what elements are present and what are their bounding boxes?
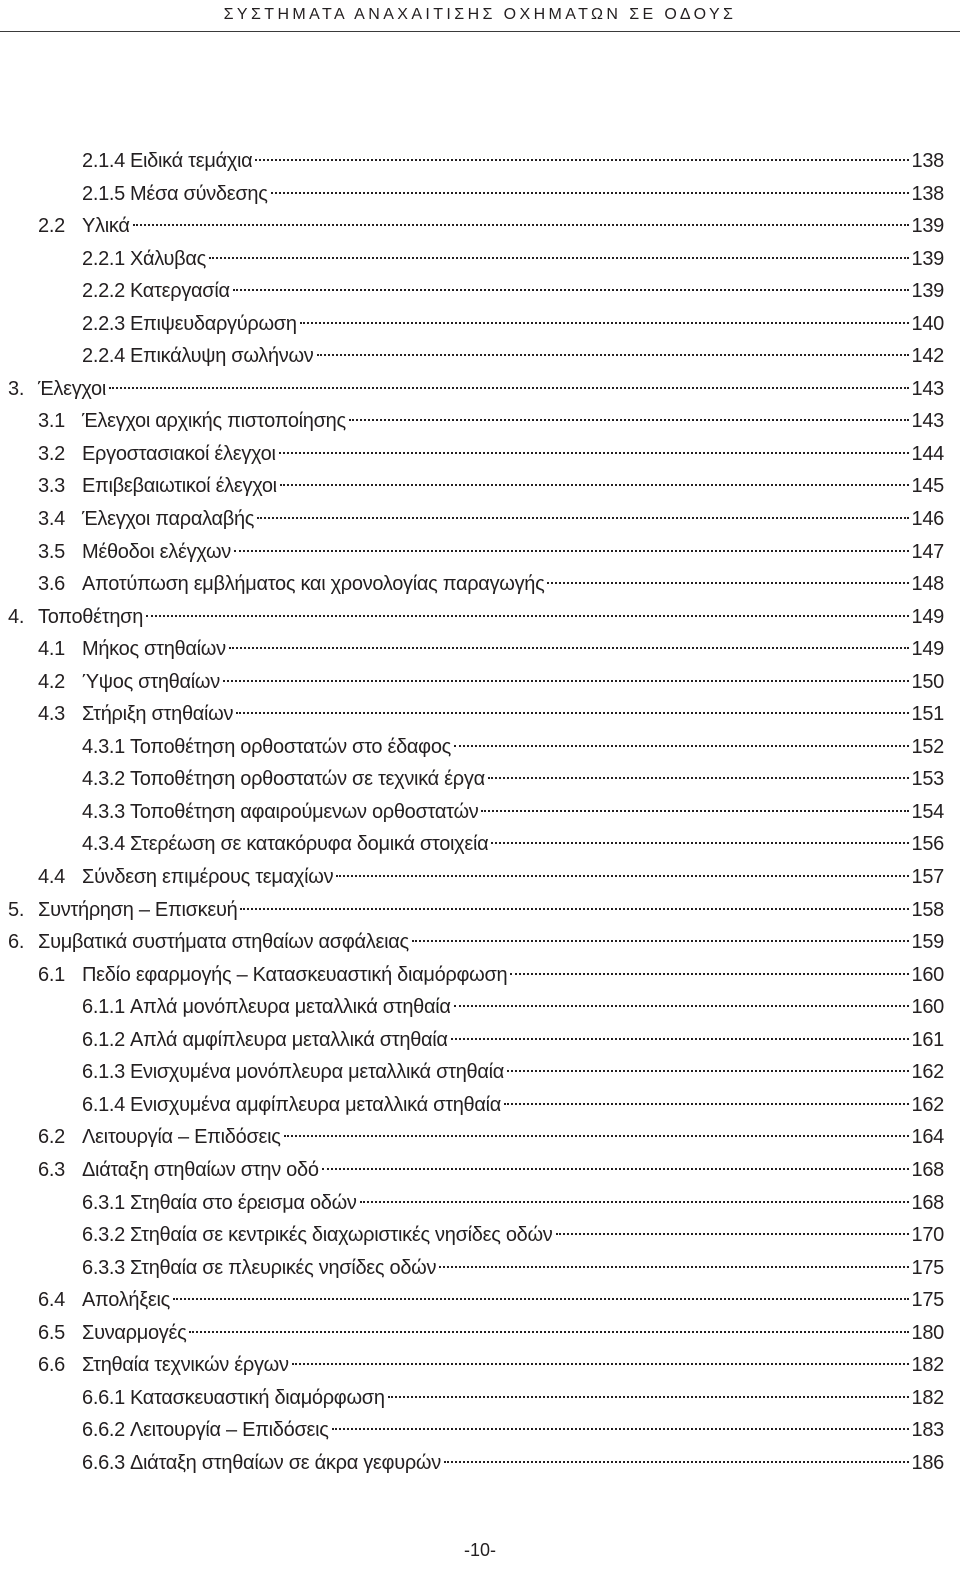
dot-leader	[444, 1461, 909, 1463]
dot-leader	[510, 973, 908, 975]
toc-entry-number: 4.4	[38, 866, 65, 889]
toc-entry-title: Έλεγχοι αρχικής πιστοποίησης	[82, 410, 346, 433]
toc-entry-title: Μέσα σύνδεσης	[129, 182, 268, 205]
toc-entry	[0, 1154, 960, 1187]
toc-entry-title: Χάλυβας	[129, 247, 206, 270]
dot-leader	[349, 419, 909, 421]
toc-entry-page: 152	[911, 735, 944, 758]
toc-entry	[0, 536, 960, 569]
toc-entry	[0, 1219, 960, 1252]
dot-leader	[189, 1331, 908, 1333]
toc-entry-title: Επιψευδαργύρωση	[129, 312, 297, 335]
toc-entry-title: Επικάλυψη σωλήνων	[129, 345, 314, 368]
dot-leader	[146, 615, 908, 617]
toc-entry	[0, 1447, 960, 1480]
dot-leader	[109, 387, 908, 389]
toc-entry-title: Απολήξεις	[82, 1289, 170, 1312]
toc-entry-title: Στερέωση σε κατακόρυφα δομικά στοιχεία	[129, 833, 489, 856]
dot-leader	[279, 452, 909, 454]
toc-entry	[0, 145, 960, 178]
toc-entry-number: 6.1.1	[82, 996, 125, 1019]
toc-entry-title: Μήκος στηθαίων	[82, 638, 226, 661]
toc-entry-page: 140	[911, 312, 944, 335]
toc-entry-title: Διάταξη στηθαίων σε άκρα γεφυρών	[129, 1451, 441, 1474]
dot-leader	[360, 1201, 909, 1203]
toc-entry	[0, 1187, 960, 1220]
toc-entry-page: 182	[911, 1386, 944, 1409]
running-header	[0, 0, 960, 32]
toc-entry-number: 6.6.3	[82, 1451, 125, 1474]
toc-entry-number: 5.	[8, 898, 25, 921]
dot-leader	[454, 1005, 909, 1007]
toc-entry	[0, 633, 960, 666]
toc-entry-title: Απλά μονόπλευρα μεταλλικά στηθαία	[129, 996, 451, 1019]
toc-entry-number: 6.1.2	[82, 1028, 125, 1051]
toc-entry-number: 2.2.3	[82, 312, 125, 335]
toc-entry	[0, 1414, 960, 1447]
toc-entry	[0, 991, 960, 1024]
dot-leader	[271, 192, 909, 194]
toc-entry-number: 3.1	[38, 410, 65, 433]
dot-leader	[209, 257, 909, 259]
dot-leader	[507, 1070, 908, 1072]
toc-entry	[0, 1024, 960, 1057]
dot-leader	[280, 484, 909, 486]
toc-entry-page: 162	[911, 1061, 944, 1084]
toc-entry-page: 183	[911, 1419, 944, 1442]
toc-entry	[0, 796, 960, 829]
dot-leader	[234, 550, 909, 552]
toc-entry	[0, 568, 960, 601]
header-rule	[0, 31, 960, 32]
toc-entry-title: Στήριξη στηθαίων	[82, 703, 234, 726]
toc-entry-title: Υλικά	[82, 215, 130, 238]
toc-entry-page: 138	[911, 150, 944, 172]
toc-entry-page: 168	[911, 1158, 944, 1181]
toc-entry	[0, 861, 960, 894]
toc-entry-page: 156	[911, 833, 944, 856]
toc-entry	[0, 666, 960, 699]
toc-entry-page: 144	[911, 442, 944, 465]
toc-entry-page: 175	[911, 1289, 944, 1312]
toc-entry-number: 3.6	[38, 573, 65, 596]
toc-entry-number: 6.	[8, 931, 25, 954]
toc-entry-number: 6.6.2	[82, 1419, 125, 1442]
toc-entry-number: 3.2	[38, 442, 65, 465]
toc-entry-page: 182	[911, 1354, 944, 1377]
toc-entry-number: 6.1.4	[82, 1093, 125, 1116]
toc-entry-title: Συντήρηση – Επισκευή	[38, 898, 238, 921]
toc-entry-title: Τοποθέτηση	[38, 605, 144, 628]
toc-entry	[0, 308, 960, 341]
toc-entry	[0, 1382, 960, 1415]
dot-leader	[300, 322, 909, 324]
dot-leader	[491, 842, 908, 844]
toc-entry-number: 6.6.1	[82, 1386, 125, 1409]
toc-entry-title: Συναρμογές	[82, 1321, 187, 1344]
dot-leader	[255, 159, 908, 161]
toc-entry-number: 6.3.2	[82, 1224, 125, 1247]
toc-entry-page: 154	[911, 800, 944, 823]
toc-entry-number: 4.3.3	[82, 800, 125, 823]
toc-entry-number: 6.2	[38, 1126, 65, 1149]
toc-entry-page: 139	[911, 215, 944, 238]
running-header-title: ΣΥΣΤΗΜΑΤΑ ΑΝΑΧΑΙΤΙΣΗΣ ΟΧΗΜΑΤΩΝ ΣΕ ΟΔΟΥΣ	[223, 6, 737, 23]
toc-entry-number: 2.1.5	[82, 182, 125, 205]
toc-entry-title: Λειτουργία – Επιδόσεις	[129, 1419, 329, 1442]
toc-entry	[0, 1317, 960, 1350]
toc-entry-title: Αποτύπωση εμβλήματος και χρονολογίας παραγωγής	[82, 573, 545, 596]
toc-entry-page: 143	[911, 410, 944, 433]
toc-entry	[0, 373, 960, 406]
dot-leader	[292, 1363, 909, 1365]
toc-entry	[0, 1284, 960, 1317]
toc-entry	[0, 731, 960, 764]
toc-entry	[0, 828, 960, 861]
toc-entry-page: 139	[911, 280, 944, 303]
toc-entry-number: 2.1.4	[82, 150, 125, 172]
dot-leader	[332, 1428, 909, 1430]
dot-leader	[223, 680, 909, 682]
toc-entry-title: Σύνδεση επιμέρους τεμαχίων	[82, 866, 334, 889]
toc-entry-title: Μέθοδοι ελέγχων	[82, 540, 231, 563]
toc-entry-number: 4.3.1	[82, 735, 125, 758]
toc-entry	[0, 438, 960, 471]
dot-leader	[451, 1038, 909, 1040]
toc-entry-title: Τοποθέτηση ορθοστατών σε τεχνικά έργα	[129, 768, 485, 791]
toc-entry	[0, 178, 960, 211]
toc-entry-page: 147	[911, 540, 944, 563]
toc-entry-page: 161	[911, 1028, 944, 1051]
dot-leader	[229, 647, 909, 649]
toc-entry-page: 170	[911, 1224, 944, 1247]
toc-entry-page: 158	[911, 898, 944, 921]
toc-entry	[0, 210, 960, 243]
toc-entry-number: 4.2	[38, 670, 65, 693]
toc-entry-number: 6.1	[38, 963, 65, 986]
toc-entry-title: Τοποθέτηση ορθοστατών στο έδαφος	[129, 735, 452, 758]
dot-leader	[284, 1135, 909, 1137]
dot-leader	[556, 1233, 909, 1235]
toc-entry-page: 139	[911, 247, 944, 270]
toc-entry	[0, 698, 960, 731]
toc-entry-number: 3.3	[38, 475, 65, 498]
toc-entry-number: 6.4	[38, 1289, 65, 1312]
toc-entry-title: Έλεγχοι παραλαβής	[82, 508, 255, 531]
dot-leader	[412, 940, 909, 942]
toc-entry-page: 153	[911, 768, 944, 791]
toc-entry	[0, 1056, 960, 1089]
toc-entry-title: Στηθαία σε κεντρικές διαχωριστικές νησίδες οδών	[129, 1224, 553, 1247]
table-of-contents	[0, 145, 960, 1479]
toc-entry	[0, 959, 960, 992]
toc-entry	[0, 275, 960, 308]
dot-leader	[547, 582, 908, 584]
toc-entry-number: 6.6	[38, 1354, 65, 1377]
toc-entry-page: 149	[911, 638, 944, 661]
toc-entry-title: Στηθαία σε πλευρικές νησίδες οδών	[129, 1256, 437, 1279]
toc-entry-page: 160	[911, 963, 944, 986]
toc-entry-page: 168	[911, 1191, 944, 1214]
toc-entry-page: 142	[911, 345, 944, 368]
toc-entry-title: Εργοστασιακοί έλεγχοι	[82, 442, 276, 465]
toc-entry	[0, 763, 960, 796]
dot-leader	[488, 777, 909, 779]
toc-entry	[0, 894, 960, 927]
toc-entry-number: 2.2.2	[82, 280, 125, 303]
toc-entry-page: 162	[911, 1093, 944, 1116]
dot-leader	[481, 810, 908, 812]
dot-leader	[257, 517, 908, 519]
toc-entry-page: 146	[911, 508, 944, 531]
toc-entry-number: 2.2	[38, 215, 65, 238]
toc-entry-page: 160	[911, 996, 944, 1019]
toc-entry-title: Συμβατικά συστήματα στηθαίων ασφάλειας	[38, 931, 409, 954]
dot-leader	[504, 1103, 908, 1105]
toc-entry	[0, 926, 960, 959]
toc-entry-page: 151	[911, 703, 944, 726]
dot-leader	[236, 712, 908, 714]
toc-entry	[0, 1121, 960, 1154]
dot-leader	[336, 875, 908, 877]
toc-entry-number: 4.1	[38, 638, 65, 661]
toc-entry	[0, 601, 960, 634]
toc-entry-number: 4.3.4	[82, 833, 125, 856]
toc-entry-title: Κατασκευαστική διαμόρφωση	[129, 1386, 385, 1409]
toc-entry-title: Ύψος στηθαίων	[82, 670, 220, 693]
toc-entry-number: 4.3	[38, 703, 65, 726]
toc-entry-page: 157	[911, 866, 944, 889]
toc-entry-page: 175	[911, 1256, 944, 1279]
toc-entry-title: Πεδίο εφαρμογής – Κατασκευαστική διαμόρφωση	[82, 963, 508, 986]
toc-entry-title: Διάταξη στηθαίων στην οδό	[82, 1158, 319, 1181]
toc-entry-number: 6.1.3	[82, 1061, 125, 1084]
toc-entry-number: 3.5	[38, 540, 65, 563]
toc-entry	[0, 1089, 960, 1122]
toc-entry	[0, 340, 960, 373]
toc-entry-number: 6.5	[38, 1321, 65, 1344]
toc-entry-page: 145	[911, 475, 944, 498]
dot-leader	[439, 1266, 908, 1268]
toc-entry-page: 138	[911, 182, 944, 205]
toc-entry-title: Ενισχυμένα αμφίπλευρα μεταλλικά στηθαία	[129, 1093, 502, 1116]
toc-entry-number: 6.3.1	[82, 1191, 125, 1214]
toc-entry-number: 2.2.1	[82, 247, 125, 270]
toc-entry-title: Ενισχυμένα μονόπλευρα μεταλλικά στηθαία	[129, 1061, 505, 1084]
toc-entry	[0, 405, 960, 438]
toc-entry-number: 4.	[8, 605, 25, 628]
toc-entry-number: 3.	[8, 377, 25, 400]
toc-entry	[0, 1349, 960, 1382]
toc-entry	[0, 1252, 960, 1285]
toc-entry-number: 3.4	[38, 508, 65, 531]
toc-entry-title: Έλεγχοι	[38, 377, 107, 400]
dot-leader	[133, 224, 909, 226]
dot-leader	[322, 1168, 909, 1170]
toc-entry-page: 186	[911, 1451, 944, 1474]
page-number: -10-	[463, 1540, 496, 1560]
toc-entry-page: 150	[911, 670, 944, 693]
toc-entry-page: 164	[911, 1126, 944, 1149]
toc-entry-page: 148	[911, 573, 944, 596]
dot-leader	[388, 1396, 909, 1398]
dot-leader	[454, 745, 909, 747]
toc-entry-title: Κατεργασία	[129, 280, 230, 303]
dot-leader	[173, 1298, 909, 1300]
toc-entry-title: Ειδικά τεμάχια	[129, 150, 253, 172]
toc-entry-number: 6.3.3	[82, 1256, 125, 1279]
toc-entry-page: 180	[911, 1321, 944, 1344]
toc-entry	[0, 503, 960, 536]
toc-entry-title: Επιβεβαιωτικοί έλεγχοι	[82, 475, 277, 498]
toc-entry-title: Τοποθέτηση αφαιρούμενων ορθοστατών	[129, 800, 479, 823]
toc-entry	[0, 470, 960, 503]
dot-leader	[233, 289, 909, 291]
dot-leader	[317, 354, 909, 356]
toc-entry	[0, 243, 960, 276]
dot-leader	[240, 908, 908, 910]
toc-entry-number: 2.2.4	[82, 345, 125, 368]
page-footer	[0, 1540, 960, 1561]
toc-entry-title: Στηθαία στο έρεισμα οδών	[129, 1191, 357, 1214]
toc-entry-number: 4.3.2	[82, 768, 125, 791]
toc-entry-page: 159	[911, 931, 944, 954]
toc-entry-title: Λειτουργία – Επιδόσεις	[82, 1126, 281, 1149]
toc-entry-title: Απλά αμφίπλευρα μεταλλικά στηθαία	[129, 1028, 448, 1051]
toc-entry-page: 149	[911, 605, 944, 628]
toc-entry-page: 143	[911, 377, 944, 400]
toc-entry-number: 6.3	[38, 1158, 65, 1181]
toc-entry-title: Στηθαία τεχνικών έργων	[82, 1354, 289, 1377]
